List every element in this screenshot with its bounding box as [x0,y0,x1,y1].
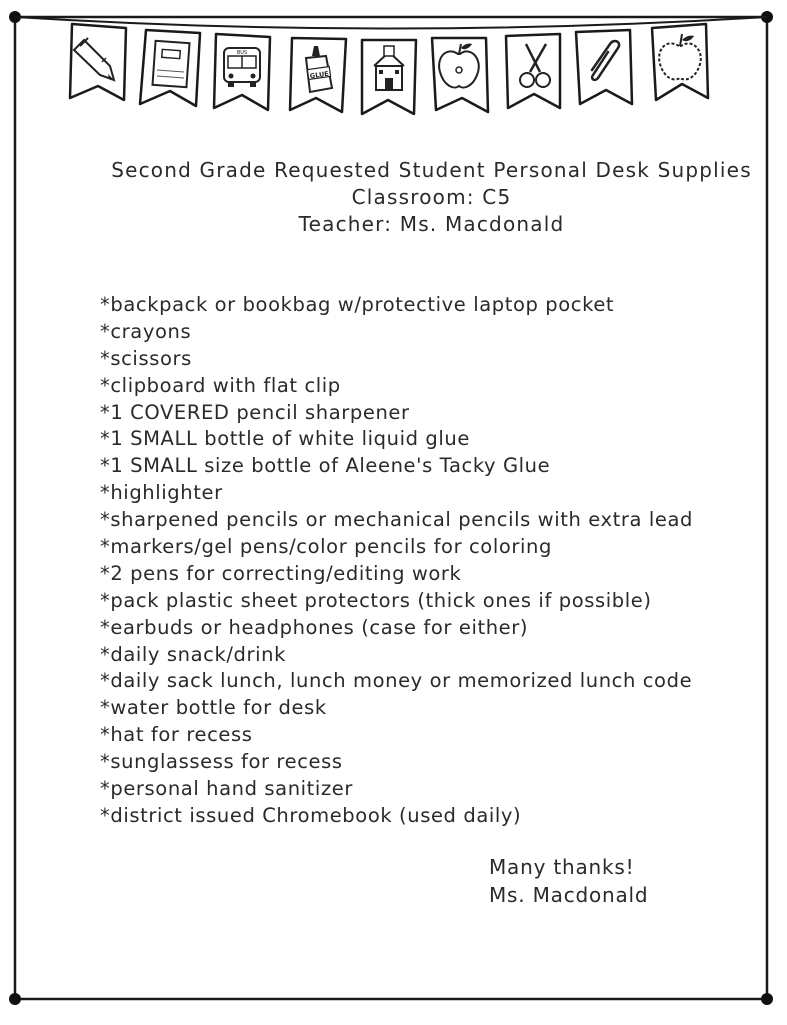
school-bus-icon [224,48,260,87]
notebook-icon [153,41,190,87]
list-item: *scissors [100,346,192,370]
classroom-label: Classroom: C5 [351,185,512,209]
signoff-name: Ms. Macdonald [489,883,649,907]
banner-flag-apple [652,24,708,100]
list-item: *highlighter [100,481,223,505]
page-title: Second Grade Requested Student Personal Desk Supplies [111,158,752,182]
list-item: *earbuds or headphones (case for either) [100,615,529,639]
list-item: *sunglassess for recess [100,750,343,774]
list-item: *daily snack/drink [100,642,286,666]
banner-flag-paperclip [576,30,632,104]
signoff-thanks: Many thanks! [489,855,635,879]
banner-flag-scissors [506,34,560,108]
list-item: *crayons [100,319,192,343]
list-item: *1 COVERED pencil sharpener [100,400,410,424]
list-item: *daily sack lunch, lunch money or memorized lunch code [100,669,693,693]
teacher-label: Teacher: Ms. Macdonald [298,212,565,236]
banner-flag-bus [214,34,270,110]
list-item: *pack plastic sheet protectors (thick ones if possible) [100,588,652,612]
banner-flag-schoolhouse [362,40,416,114]
list-item: *markers/gel pens/color pencils for coloring [100,535,552,559]
banner-flag-pencil [70,24,126,100]
banner-flag-glue [290,38,346,112]
list-item: *1 SMALL size bottle of Aleene's Tacky Glue [100,454,551,478]
list-item: *clipboard with flat clip [100,373,341,397]
list-item: *district issued Chromebook (used daily) [100,803,522,827]
list-item: *water bottle for desk [100,696,327,720]
list-item: *personal hand sanitizer [100,777,353,801]
banner-flag-apple-slice [432,38,488,112]
list-item: *2 pens for correcting/editing work [100,561,462,585]
list-item: *1 SMALL bottle of white liquid glue [100,427,470,451]
banner-flag-notebook [140,30,200,106]
svg-text:GLUE: GLUE [309,69,330,81]
list-item: *sharpened pencils or mechanical pencils with extra lead [100,508,693,532]
svg-text:BUS: BUS [236,50,248,56]
supply-list [100,292,693,830]
list-item: *hat for recess [100,723,253,747]
list-item: *backpack or bookbag w/protective laptop pocket [100,293,615,316]
